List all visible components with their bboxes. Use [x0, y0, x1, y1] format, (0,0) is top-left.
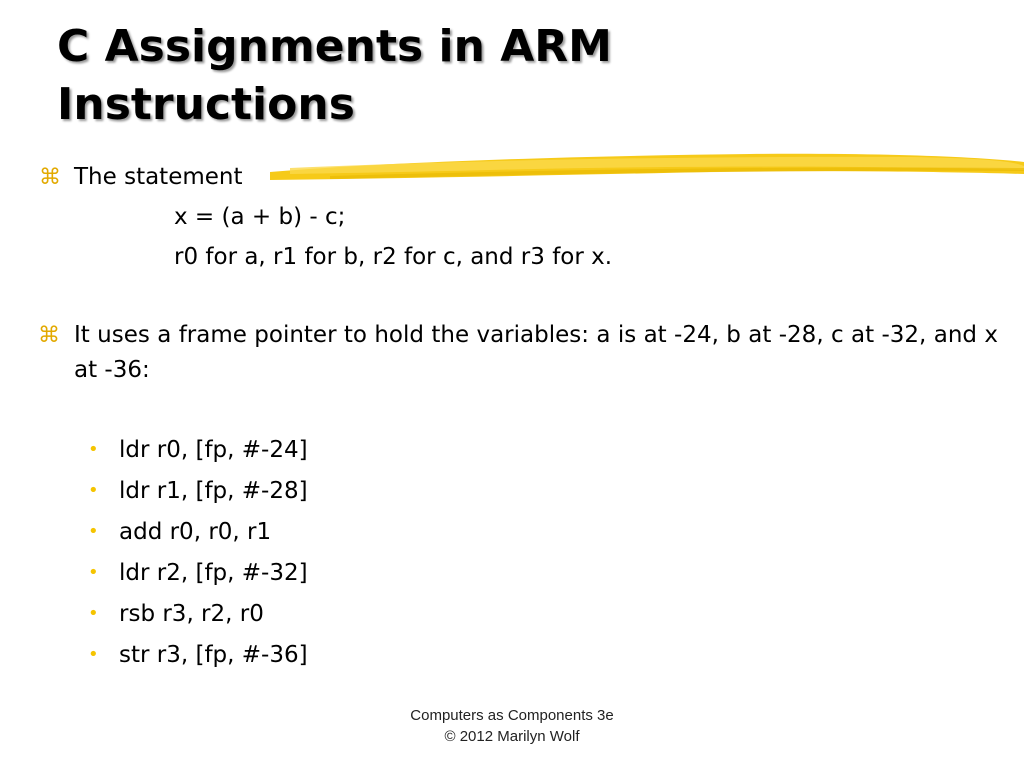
- slide-footer: [312, 705, 712, 747]
- instruction-text: ldr r0, [fp, #-24]: [119, 437, 308, 463]
- bullet-dot-icon: •: [88, 480, 99, 501]
- command-bullet-icon: ⌘: [38, 323, 60, 348]
- code-expression: x = (a + b) - c;: [174, 204, 346, 230]
- bullet-dot-icon: •: [88, 521, 99, 542]
- instruction-text: ldr r2, [fp, #-32]: [119, 560, 308, 586]
- register-mapping: r0 for a, r1 for b, r2 for c, and r3 for x.: [174, 244, 613, 270]
- instruction-text: rsb r3, r2, r0: [119, 601, 264, 627]
- list-item: [84, 473, 998, 514]
- slide-title-line-1: C Assignments in ARM: [57, 21, 612, 72]
- list-item: [84, 432, 998, 473]
- list-item: [84, 596, 998, 637]
- slide-body: [38, 160, 998, 678]
- footer-copyright: © 2012 Marilyn Wolf: [444, 728, 580, 745]
- bullet-dot-icon: •: [88, 603, 99, 624]
- bullet-dot-icon: •: [88, 439, 99, 460]
- slide-title-line-2: Instructions: [57, 79, 355, 130]
- bullet-text: The statement: [74, 164, 243, 190]
- instruction-text: ldr r1, [fp, #-28]: [119, 478, 308, 504]
- bullet-dot-icon: •: [88, 562, 99, 583]
- bullet-text: It uses a frame pointer to hold the variables: a is at -24, b at -28, c at -32, and x at -36:: [74, 322, 998, 383]
- list-item: [84, 555, 998, 596]
- bullet-dot-icon: •: [88, 644, 99, 665]
- command-bullet-icon: ⌘: [39, 165, 61, 190]
- bullet-statement: [38, 160, 998, 275]
- instruction-text: add r0, r0, r1: [119, 519, 272, 545]
- list-item: [84, 514, 998, 555]
- instruction-text: str r3, [fp, #-36]: [119, 642, 308, 668]
- bullet-frame-pointer: [38, 318, 998, 388]
- instruction-list: [84, 432, 998, 678]
- footer-book-title: Computers as Components 3e: [410, 707, 614, 724]
- list-item: [84, 637, 998, 678]
- slide-title: [57, 18, 957, 134]
